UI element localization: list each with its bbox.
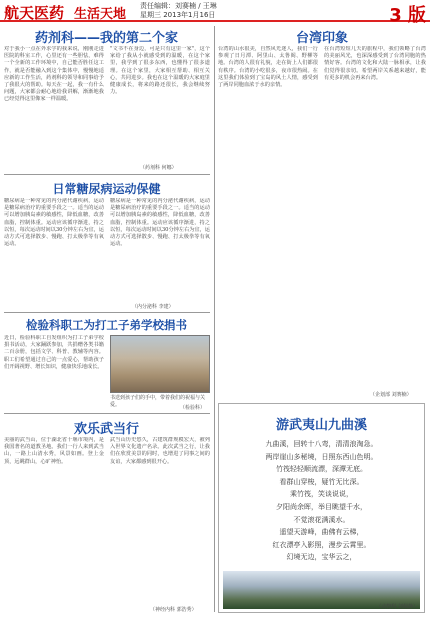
date-line: 星期三 2013年1月16日 [140, 11, 216, 19]
article2-col2: 在台湾短短几天的旅程中，我们领略了台湾的美丽风光，也深深感受到了台湾同胞的热情好客。台湾的文化和大陆一脉相承，让我们觉得很亲切。希望两岸关系越来越好，能有更多的机会再来台湾。 [324, 46, 426, 81]
article3-author: （内分泌科 李建） [132, 304, 174, 310]
poem-line: 遥望天游峰，曲佛有云梯， [279, 528, 364, 537]
divider [4, 413, 210, 414]
column-divider [214, 26, 215, 612]
article5-author: （神经内科 郭浩秀） [150, 607, 197, 613]
article2-col1: 台湾的山水很美，自然风光迷人，我们一行参观了日月潭、阿里山、太鲁阁、野柳等地。台湾的人很有礼貌，走在街上人们都很有秩序。台湾的小吃很多，夜市很热闹。在这里我们体验到了宝岛的风土人情，感受到了两岸同胞血浓于水的亲情。 [218, 46, 318, 89]
poem-body [219, 438, 424, 564]
article3-col2: 糖尿病是一种常见的内分泌代谢疾病，运动是糖尿病治疗的重要手段之一。适当的运动可以增加胰岛素的敏感性，降低血糖，改善血脂，控制体重。运动应该循序渐进，持之以恒，每次运动时间以30分钟左右为宜，运动方式可选择散步、慢跑、打太极拳等有氧运动。 [110, 198, 210, 248]
article4-body: 近日，检验科职工自发组织为打工子弟学校捐书活动，大家踊跃参加，共捐赠各类书籍二百余册，包括文学、科普、教辅等内容。职工们希望通过自己的一点爱心，帮助孩子们开阔视野、增长知识，健康快乐地成长。 [4, 335, 104, 370]
editor-line: 责任编辑：刘赛楠 / 王琳 [140, 2, 217, 10]
newspaper-logo: 航天医药 [4, 4, 65, 22]
article1-title: 药剂科——我的第二个家 [34, 31, 178, 46]
header-meta [140, 2, 217, 20]
article2-author: （企划部 刘赛楠） [370, 392, 412, 398]
poem-title: 游武夷山九曲溪 [275, 418, 367, 433]
article3-col1: 糖尿病是一种常见的内分泌代谢疾病，运动是糖尿病治疗的重要手段之一。适当的运动可以增加胰岛素的敏感性，降低血糖，改善血脂，控制体重。运动应该循序渐进，持之以恒，每次运动时间以30分钟左右为宜，运动方式可选择散步、慢跑、打太极拳等有氧运动。 [4, 198, 104, 248]
poem-line: 幻境无边，宝华云之， [286, 553, 357, 562]
poem-box [218, 403, 425, 613]
poem-line: 乘竹筏，笑谈说说， [290, 490, 353, 499]
article5-col1: 美丽的武当山，位于湖北省十堰市境内，是我国著名的道教圣地。我们一行人来到武当山，一路上山清水秀，风景如画。登上金顶，远眺群山，心旷神怡。 [4, 437, 104, 465]
poem-line: 竹筏轻轻顺流漂，深潭无底。 [276, 465, 367, 474]
article4-title: 检验科职工为打工子弟学校捐书 [26, 318, 187, 332]
divider [4, 174, 210, 175]
article1-author: （药剂科 何娜） [140, 165, 177, 171]
article1-col1: 对于我小一点在外求学的我来说，刚刚走进医院的科室工作，心里还有一些胆怯，难得一个全新的工作环境中，自己能否胜任这工作，就是否能融入到这个集体中，慢慢地适应新的工作生活，药剂科的领导和同事给予了我很大的帮助。每天在一起，我一有什么问题，大家都会耐心地给我讲解，渐渐地我已经觉得这里像家一样温暖。 [4, 46, 104, 103]
poem-line: 红衣漂亭入影照，漫步云霄里。 [272, 540, 371, 549]
article3-title: 日常糖尿病运动保健 [52, 182, 161, 196]
article4-author: （检验科） [180, 405, 206, 411]
article5-title: 欢乐武当行 [73, 422, 139, 437]
poem-line: 两岸崖山多秘境，日照东西山色明。 [265, 452, 378, 461]
poem-line: 看群山穿梭，疑竹无比深。 [279, 477, 364, 486]
article1-col2: "文书不在身边，可是只有这里一家"，这个家给了我从小就感受到的温暖，在这个家里，我学到了很多东西，也懂得了很多道理。在这个家里，大家相互帮助、相互关心，共同进步。我也在这个温暖的大家庭里健康成长，将来的路还很长，我会继续努力。 [110, 46, 210, 96]
article4-caption: 书送到孩子们的手中，带着我们的祝福与关爱。 [110, 395, 206, 408]
section-title: 生活天地 [74, 7, 127, 22]
poem-line: 九曲溪，回转十八弯，清清浪淘急。 [265, 440, 378, 448]
poem-author: （动物科 刘佩静） [376, 604, 418, 610]
article2-title: 台湾印象 [295, 31, 348, 46]
article5-col2: 武当山历史悠久，古建筑群规模宏大，被列入世界文化遗产名录。此次武当之行，让我们在欣赏美景的同时，也增进了同事之间的友谊，大家都感到很开心。 [110, 437, 210, 465]
poem-line: 不觉滚花满溪水。 [293, 515, 350, 524]
poem-line: 夕阳尚余晖，举目眺望千水， [276, 502, 367, 511]
page-number: 3 版 [389, 5, 426, 26]
page-header [0, 0, 430, 26]
divider [4, 312, 210, 313]
book-donation-photo [110, 335, 210, 393]
